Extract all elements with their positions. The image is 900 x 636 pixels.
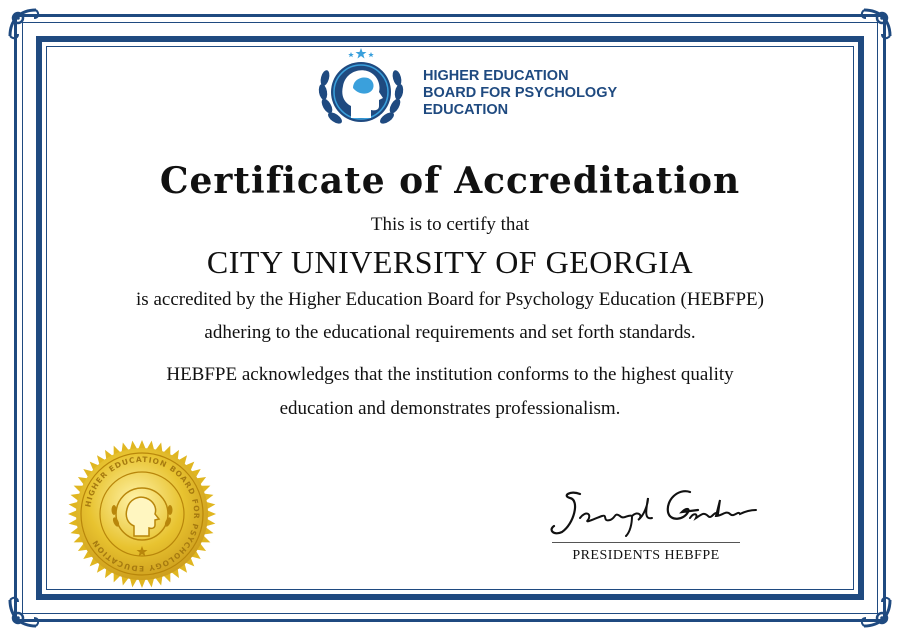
corner-ornament-icon [848, 584, 894, 630]
institution-name: CITY UNIVERSITY OF GEORGIA [206, 244, 694, 280]
handwritten-signature [540, 480, 780, 542]
body-line-2: adhering to the educational requirements and set forth standards. [204, 322, 696, 343]
certificate-title: Certificate of Accreditation [159, 160, 741, 202]
organization-name-line1: HIGHER EDUCATION [423, 68, 569, 84]
certify-line: This is to certify that [370, 214, 530, 235]
signature-caption: PRESIDENTS HEBFPE [572, 548, 720, 563]
body-line-3: HEBFPE acknowledges that the institution conforms to the highest quality [166, 364, 734, 385]
body-line-1: is accredited by the Higher Education Board for Psychology Education (HEBFPE) [136, 289, 764, 310]
corner-ornament-icon [6, 6, 52, 52]
head-profile-icon [313, 44, 409, 140]
signature-block [540, 480, 780, 570]
organization-name-line3: EDUCATION [423, 102, 509, 118]
organization-logo [313, 44, 633, 140]
corner-ornament-icon [848, 6, 894, 52]
organization-name-line2: BOARD FOR PSYCHOLOGY [423, 85, 618, 101]
seal-text: HIGHER EDUCATION BOARD FOR PSYCHOLOGY EDUCATION [83, 454, 202, 574]
corner-ornament-icon [6, 584, 52, 630]
signature-line [552, 542, 740, 543]
organization-name [423, 68, 617, 119]
gold-seal [66, 438, 218, 590]
body-line-4: education and demonstrates professionalism. [279, 398, 621, 419]
